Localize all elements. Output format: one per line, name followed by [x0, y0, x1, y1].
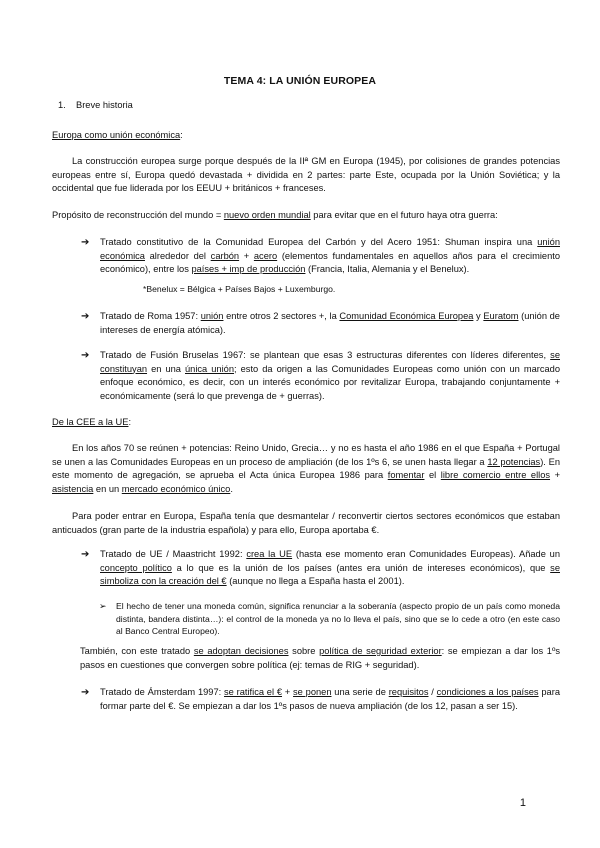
text: Propósito de reconstrucción del mundo =	[52, 210, 224, 220]
underlined-text: acero	[253, 250, 278, 261]
underlined-text: política de seguridad exterior	[319, 646, 442, 656]
sub-bullet-text: El hecho de tener una moneda común, significa renunciar a la soberanía (aspecto propio de un país como moneda distinta, bandera distinta…): el control de la moneda ya no lo lleva el país, sino que se lo cede a otro (en este caso al Banco Central Europeo).	[116, 601, 560, 637]
underlined-text: fomentar	[387, 470, 425, 481]
underlined-text: crea la UE	[246, 549, 293, 559]
underlined-text: concepto político	[100, 562, 172, 573]
text: a lo que es la unión de los países (antes era unión de intereses económicos), que	[171, 562, 551, 573]
text: alrededor del	[144, 250, 211, 261]
subheading-colon: :	[128, 417, 132, 427]
text: (Francia, Italia, Alemania y el Benelux).	[305, 264, 470, 275]
text: Tratado de Fusión Bruselas 1967: se plantean que esas 3 estructuras diferentes con líderes diferentes,	[100, 350, 551, 360]
sub-bullet-moneda	[52, 600, 560, 638]
underlined-text: unión económica	[100, 237, 560, 261]
subheading-cee-text: De la CEE a la UE	[52, 417, 129, 427]
page-title: TEMA 4: LA UNIÓN EUROPEA	[223, 75, 377, 87]
text: en una	[147, 363, 185, 374]
section-heading-1	[58, 100, 133, 110]
text: entre otros 2 sectores +, la	[223, 311, 340, 321]
text: y	[473, 311, 484, 321]
underlined-text: mercado económico único	[121, 483, 231, 494]
subheading-europa	[52, 129, 560, 143]
arrow-bullet-icon: ➔	[81, 687, 90, 698]
underlined-text: Comunidad Económica Europea	[339, 311, 474, 321]
bullet-text	[100, 349, 560, 403]
arrow-bullet-icon: ➔	[81, 237, 90, 248]
page-number: 1	[519, 797, 526, 809]
chevron-bullet-icon: ➢	[99, 601, 107, 611]
underlined-text: 12 potencias	[487, 456, 541, 467]
bullet-tratado-roma	[52, 310, 560, 337]
bullet-text	[100, 236, 560, 277]
text: (unión de intereses de energía atómica).	[100, 311, 560, 335]
bullet-text	[100, 548, 560, 589]
benelux-note: *Benelux = Bélgica + Países Bajos + Luxemburgo.	[143, 284, 336, 294]
text: +	[282, 687, 294, 697]
underlined-text: única unión	[185, 363, 235, 374]
text: en un	[93, 483, 122, 494]
subheading-colon: :	[180, 130, 183, 140]
underlined-text: carbón	[210, 250, 240, 261]
paragraph-tambien	[80, 645, 560, 672]
underlined-text: Euratom	[483, 311, 519, 321]
underlined-text: se adoptan decisiones	[193, 646, 289, 656]
text: para evitar que en el futuro haya otra guerra:	[310, 210, 498, 220]
underlined-text: se ponen	[293, 687, 332, 697]
text: ). En este momento de agregación, se aprueba el Acta única Europea 1986 para	[52, 456, 560, 481]
text: Tratado constitutivo de la Comunidad Europea del Carbón y del Acero 1951: Shuman inspira una	[100, 237, 538, 247]
bullet-tratado-fusion	[52, 349, 560, 403]
text: Tratado de Roma 1957:	[100, 311, 201, 321]
text: .	[230, 483, 233, 494]
paragraph-anos-70	[52, 442, 560, 496]
text: para formar parte del €. Se empiezan a dar los 1ºs pasos de nueva ampliación (de los 12, pasan a ser 15).	[100, 687, 560, 711]
bullet-text	[100, 686, 560, 713]
text: /	[428, 687, 437, 697]
paragraph-entrar-europa: Para poder entrar en Europa, España tenía que desmantelar / reconvertir ciertos sectores económicos que estaban anticuados (gran parte de la industria española) y para ello, Europa aportaba €.	[52, 511, 560, 535]
underlined-text: se constituyan	[100, 350, 560, 374]
bullet-tratado-maastricht	[52, 548, 560, 589]
underlined-text: condiciones a los países	[436, 687, 539, 697]
text: sobre	[288, 646, 320, 656]
text: (elementos fundamentales en aquellos años para el crecimiento económico), entre los	[100, 250, 560, 275]
section-label: Breve historia	[76, 100, 133, 110]
text: una serie de	[331, 687, 389, 697]
text: ; esto da origen a las Comunidades Europeas como unión con un marcado enfoque económico, es decir, con un interés económico por revitalizar Europa, trabajando conjuntamente + económicamente (será lo que prevenga de + guerras).	[100, 363, 560, 401]
text: También, con este tratado	[80, 646, 194, 656]
paragraph-intro: La construcción europea surge porque después de la IIª GM en Europa (1945), por colisiones de grandes potencias europeas entre sí, Europa quedó devastada + dividida en 2 partes: parte Este, ocupada por la Unión Soviética; y la occidental que fue liderada por los EEUU + británicos + franceses.	[52, 156, 560, 194]
text: (aunque no llega a España hasta el 2001).	[226, 576, 405, 587]
text: En los años 70 se reúnen + potencias: Reino Unido, Grecia… y no es hasta el año 1986 en el que España + Portugal se unen a las Comunidades Europeas en un proceso de ampliación (de los 1ºs 6, se unen hasta llegar a	[52, 443, 560, 467]
text: Tratado de Ámsterdam 1997:	[100, 687, 225, 697]
text: Tratado de UE / Maastricht 1992:	[100, 549, 247, 559]
arrow-bullet-icon: ➔	[81, 350, 90, 361]
text: : se empiezan a dar los 1ºs pasos en cuestiones que convergen sobre política (ej: temas de RIG + seguridad).	[80, 646, 561, 670]
underlined-text: libre comercio entre ellos	[440, 470, 551, 481]
arrow-bullet-icon: ➔	[81, 311, 90, 322]
bullet-tratado-ceca	[52, 236, 560, 277]
underlined-text: asistencia	[52, 483, 94, 494]
underlined-text: se simboliza con la creación del €	[100, 562, 560, 587]
text: +	[239, 250, 254, 261]
arrow-bullet-icon: ➔	[81, 549, 90, 560]
bullet-tratado-amsterdam	[52, 686, 560, 713]
text: el	[424, 470, 441, 481]
text: (hasta ese momento eran Comunidades Europeas). Añade un	[292, 549, 560, 559]
underlined-text: nuevo orden mundial	[223, 210, 311, 220]
underlined-text: se ratifica el €	[224, 687, 283, 697]
subheading-cee	[52, 416, 560, 430]
subheading-europa-text: Europa como unión económica	[52, 130, 181, 140]
underlined-text: países + imp de producción	[191, 264, 306, 275]
underlined-text: requisitos	[388, 687, 429, 697]
paragraph-proposito	[52, 209, 560, 223]
bullet-text	[100, 310, 560, 337]
underlined-text: unión	[200, 311, 224, 321]
section-number: 1.	[58, 100, 66, 110]
text: +	[550, 470, 561, 481]
